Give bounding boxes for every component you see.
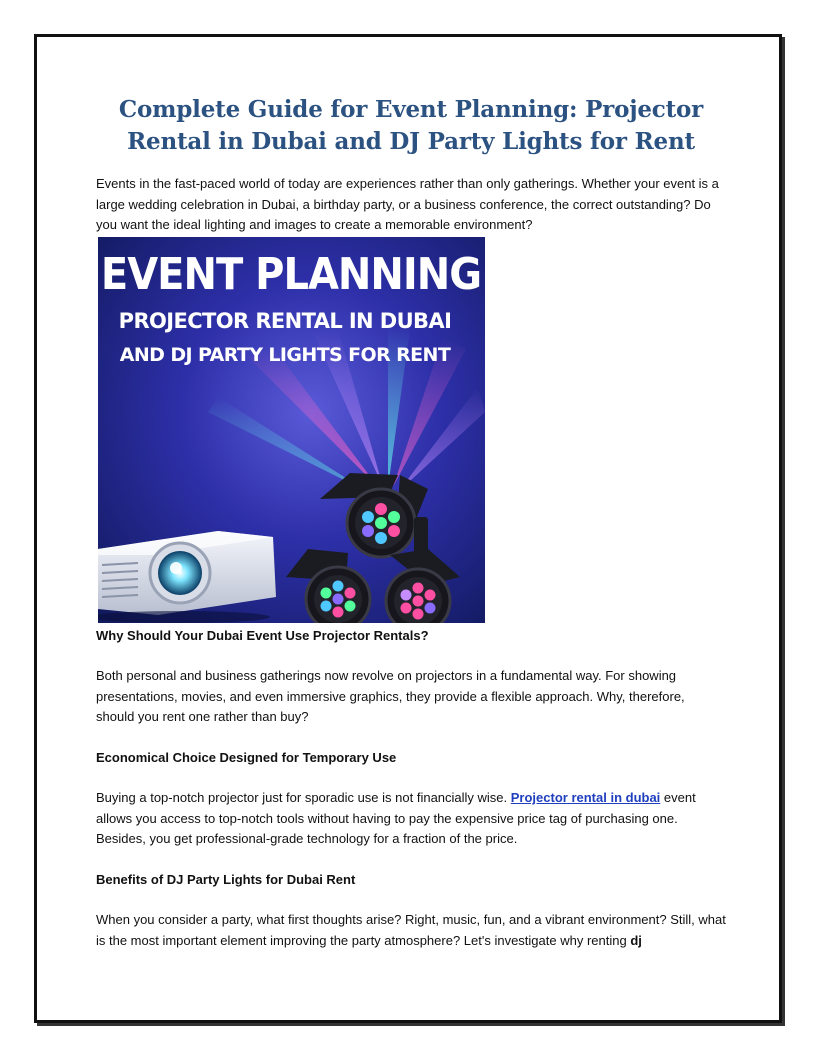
page-title: Complete Guide for Event Planning: Projector Rental in Dubai and DJ Party Lights for Rent — [118, 96, 704, 155]
section-heading-economical-choice: Economical Choice Designed for Temporary Use — [96, 749, 397, 765]
hero-line-3: AND DJ PARTY LIGHTS FOR RENT — [119, 343, 451, 366]
section-heading-projector-rentals: Why Should Your Dubai Event Use Projector Rentals? — [96, 627, 429, 643]
section-heading-dj-lights: Benefits of DJ Party Lights for Dubai Rent — [96, 871, 356, 887]
body-text-dj-lights: When you consider a party, what first thoughts arise? Right, music, fun, and a vibrant environment? Still, what is the most important element improving the party atmosphere? Let's investigate why renting — [96, 912, 726, 948]
intro-paragraph: Events in the fast-paced world of today are experiences rather than only gatherings. Whether your event is a large wedding celebration in Dubai, a birthday party, or a business conference, the correct outstanding? Do you want the ideal lighting and images to create a memorable environment? — [96, 176, 719, 232]
section-body-projector-rentals: Both personal and business gatherings now revolve on projectors in a fundamental way. For showing presentations, movies, and even immersive graphics, they provide a flexible approach. Why, therefore, should you rent one rather than buy? — [96, 668, 685, 724]
body-text-after-link: event allows you access to top-notch tools without having to pay the expensive price tag of purchasing one. Besides, you get professional-grade technology for a fraction of the price. — [96, 790, 696, 846]
document-body — [96, 94, 726, 951]
hero-line-2: PROJECTOR RENTAL IN DUBAI — [118, 308, 452, 333]
bold-dj-text: dj — [630, 932, 642, 948]
hero-line-1: EVENT PLANNING — [100, 247, 482, 299]
section-body-dj-lights — [96, 910, 726, 951]
projector-rental-link[interactable]: Projector rental in dubai — [510, 790, 661, 805]
hero-image — [98, 237, 485, 623]
section-body-economical-choice — [96, 788, 726, 850]
body-text-before-link: Buying a top-notch projector just for sporadic use is not financially wise. — [96, 790, 511, 805]
